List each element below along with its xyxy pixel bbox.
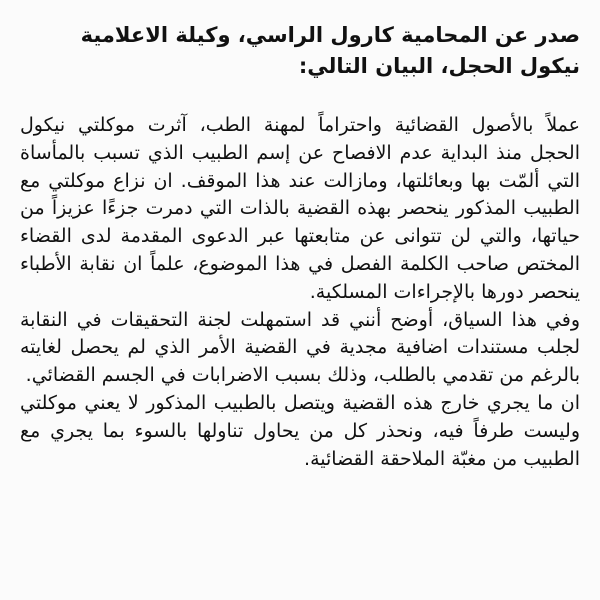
statement-paragraph: عملاً بالأصول القضائية واحتراماً لمهنة الطب، آثرت موكلتي نيكول الحجل منذ البداية عدم الافصاح عن إسم الطبيب الذي تسبب بالمأساة التي ألمّت بها وبعائلتها، ومازالت عند هذا الموقف. ان نزاع موكلتي مع الطبيب المذكور ينحصر بهذه القضية بالذات التي دمرت جزءًا عزيزاً من حياتها، والتي لن تتوانى عن متابعتها عبر الدعوى المقدمة لدى القضاء المختص صاحب الكلمة الفصل في هذا الموضوع، علماً ان نقابة الأطباء ينحصر دورها بالإجراءات المسلكية. [20,114,580,303]
statement-paragraph: ان ما يجري خارج هذه القضية ويتصل بالطبيب المذكور لا يعني موكلتي وليست طرفاً فيه، ونحذر كل من يحاول تناولها بالسوء بما يجري مع الطبيب من مغبّة الملاحقة القضائية. [20,391,580,470]
statement-heading: صدر عن المحامية كارول الراسي، وكيلة الاعلامية نيكول الحجل، البيان التالي: [80,23,580,78]
statement-body [20,112,580,473]
statement-paragraph: وفي هذا السياق، أوضح أنني قد استمهلت لجنة التحقيقات في النقابة لجلب مستندات اضافية مجدية في القضية الأمر الذي لم يحصل لغايته بالرغم من تقدمي بالطلب، وذلك بسبب الاضرابات في الجسم القضائي. [20,308,580,387]
statement-document [20,20,580,580]
